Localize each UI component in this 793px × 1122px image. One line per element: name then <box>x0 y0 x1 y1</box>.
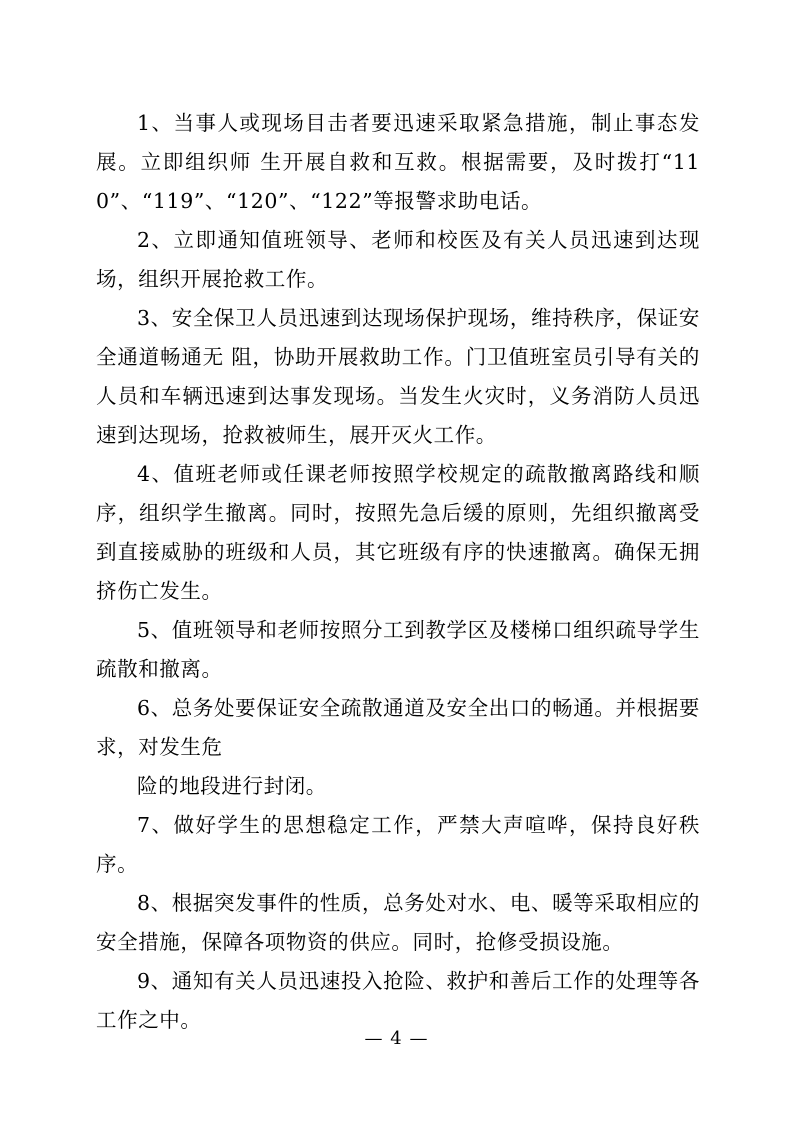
paragraph: 6、总务处要保证安全疏散通道及安全出口的畅通。并根据要求，对发生危 <box>96 696 700 759</box>
document-body <box>96 104 700 1040</box>
paragraph: 3、安全保卫人员迅速到达现场保护现场，维持秩序，保证安全通道畅通无 阻，协助开展救助工作。门卫值班室员引导有关的人员和车辆迅速到达事发现场。当发生火灾时，义务消防人员迅速到达现场，抢救被师生，展开灭火工作。 <box>96 306 700 447</box>
paragraph: 7、做好学生的思想稳定工作，严禁大声喧哗，保持良好秩序。 <box>96 813 700 876</box>
paragraph: 5、值班领导和老师按照分工到教学区及楼梯口组织疏导学生疏散和撤离。 <box>96 618 700 681</box>
paragraph: 2、立即通知值班领导、老师和校医及有关人员迅速到达现场，组织开展抢救工作。 <box>96 228 700 291</box>
paragraph: 9、通知有关人员迅速投入抢险、救护和善后工作的处理等各工作之中。 <box>96 969 700 1032</box>
paragraph: 4、值班老师或任课老师按照学校规定的疏散撤离路线和顺序，组织学生撤离。同时，按照先急后缓的原则，先组织撤离受到直接威胁的班级和人员，其它班级有序的快速撤离。确保无拥挤伤亡发生。 <box>96 462 700 603</box>
paragraph: 1、当事人或现场目击者要迅速采取紧急措施，制止事态发展。立即组织师 生开展自救和互救。根据需要，及时拨打“110”、“119”、“120”、“122”等报警求助电话。 <box>96 111 700 213</box>
page-number: — 4 — <box>364 1028 429 1049</box>
paragraph: 8、根据突发事件的性质，总务处对水、电、暖等采取相应的安全措施，保障各项物资的供应。同时，抢修受损设施。 <box>96 891 700 954</box>
paragraph: 险的地段进行封闭。 <box>137 774 327 798</box>
